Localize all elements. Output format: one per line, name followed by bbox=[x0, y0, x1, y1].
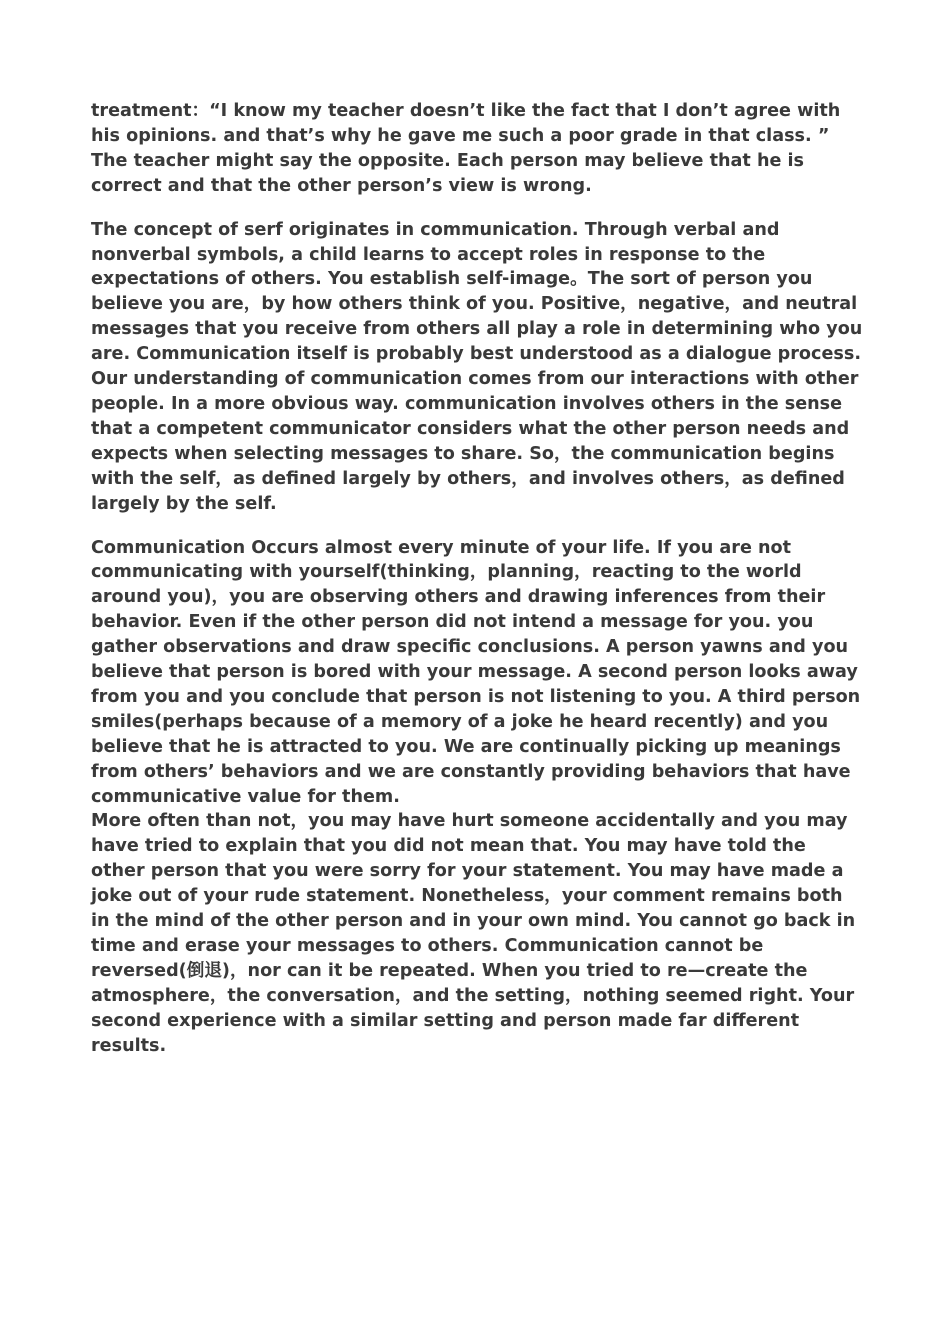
document-page bbox=[91, 99, 863, 1078]
paragraph-2: The concept of serf originates in communication. Through verbal and nonverbal symbols, a child learns to accept roles in response to the expectations of others. You establish self-image。The sort of person you believe you are，by how others think of you. Positive，negative，and neutral messages that you receive from others all play a role in determining who you are. Communication itself is probably best understood as a dialogue process. Our understanding of communication comes from our interactions with other people. In a more obvious way. communication involves others in the sense that a competent communicator considers what the other person needs and expects when selecting messages to share. So，the communication begins with the self，as defined largely by others，and involves others，as defined largely by the self. bbox=[91, 219, 863, 514]
paragraph-1: treatment：“I know my teacher doesn’t like the fact that I don’t agree with his opinions. and that’s why he gave me such a poor grade in that class. ” The teacher might say the opposite. Each person may believe that he is correct and that the other person’s view is wrong. bbox=[91, 101, 841, 196]
paragraph-3: Communication Occurs almost every minute of your life. If you are not communicating with yourself(thinking，planning，reacting to the world around you)，you are observing others and drawing inferences from their behavior. Even if the other person did not intend a message for you. you gather observations and draw specific conclusions. A person yawns and you believe that person is bored with your message. A second person looks away from you and you conclude that person is not listening to you. A third person smiles(perhaps because of a memory of a joke he heard recently) and you believe that he is attracted to you. We are continually picking up meanings from others’ behaviors and we are constantly providing behaviors that have communicative value for them. bbox=[91, 537, 861, 807]
paragraph-4: More often than not，you may have hurt someone accidentally and you may have tried to explain that you did not mean that. You may have told the other person that you were sorry for your statement. You may have made a joke out of your rude statement. Nonetheless，your comment remains both in the mind of the other person and in your own mind. You cannot go back in time and erase your messages to others. Communication cannot be reversed(倒退)，nor can it be repeated. When you tried to re—create the atmosphere，the conversation，and the setting，nothing seemed right. Your second experience with a similar setting and person made far different results. bbox=[91, 811, 856, 1056]
